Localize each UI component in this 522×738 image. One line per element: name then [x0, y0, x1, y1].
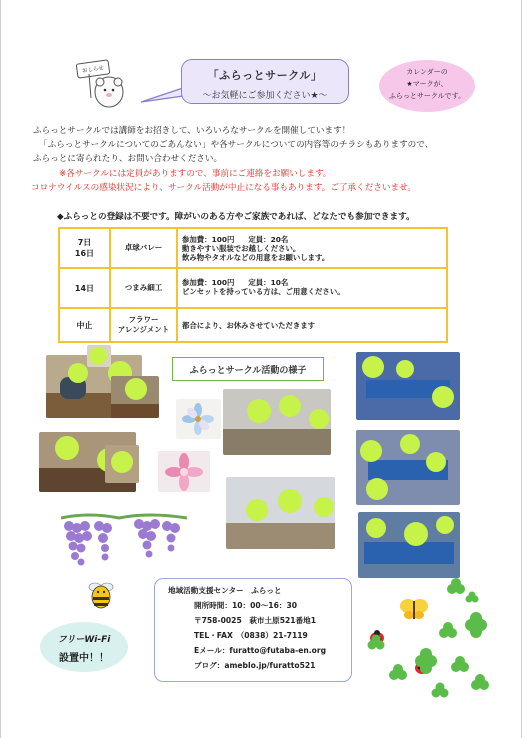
schedule-date: 7日 16日 [60, 229, 111, 267]
schedule-row [60, 269, 446, 309]
detail-line: 飲み物やタオルなどの用意をお願いします。 [182, 253, 330, 262]
schedule-date: 14日 [60, 269, 111, 307]
intro-line: 「ふらっとサークルについてのごあんない」や各サークルについての内容等のチラシもありますので、 [39, 140, 434, 151]
calendar-note-line: ★マークが、 [406, 80, 448, 88]
table-tennis-photo [358, 512, 460, 578]
intro-line: ふらっとに寄られたり、お問い合わせください。 [33, 154, 223, 165]
wifi-label: フリーWi-Fi [57, 635, 111, 645]
table-tennis-photo [356, 430, 460, 505]
contact-info-box [154, 578, 352, 682]
schedule-circle-name: 卓球バレー [111, 229, 178, 267]
page-subtitle: ～お気軽にご参加ください★～ [202, 91, 328, 101]
schedule-circle-name: つまみ細工 [111, 269, 178, 307]
activity-photo [226, 477, 335, 549]
activity-banner: ふらっとサークル活動の様子 [172, 357, 324, 381]
fee-label: 参加費：100円 [182, 235, 235, 244]
tsumami-craft-photo [176, 399, 221, 439]
schedule-row [60, 229, 446, 269]
schedule-table [58, 227, 448, 343]
opening-hours: 開所時間：10：00～16：30 [194, 601, 298, 610]
covid-notice: コロナウイルスの感染状況により、サークル活動が中止になる事もあります。ご了承くださいませ。 [31, 182, 417, 193]
bear-mascot-illustration [75, 58, 131, 110]
free-wifi-bubble [40, 622, 128, 672]
capacity-label: 定員：20名 [248, 235, 289, 244]
wifi-status: 設置中！！ [59, 653, 109, 664]
calendar-note-line: ふらっとサークルです。 [388, 92, 466, 100]
calendar-note [379, 60, 475, 112]
title-speech-tail [139, 86, 187, 106]
schedule-details [178, 269, 446, 307]
bear-sign-text: おしらせ [81, 65, 105, 75]
blog-link[interactable]: ブログ：ameblo.jp/furatto521 [194, 661, 316, 670]
page-title: 「ふらっとサークル」 [207, 69, 323, 82]
address: 〒758-0025 萩市土原521番地1 [194, 616, 317, 625]
phone-fax: TEL・FAX （0838）21-7119 [194, 631, 308, 640]
detail-line: 動きやすい服装でお越しください。 [182, 244, 301, 253]
activity-photo [111, 376, 159, 418]
tsumami-flower-photo [158, 451, 210, 492]
registration-note: ◆ふらっとの登録は不要です。障がいのある方やご家族であれば、どなたでも参加できます。 [57, 212, 415, 222]
clover-illustration [356, 575, 496, 705]
table-tennis-photo [356, 352, 460, 420]
wisteria-illustration [59, 512, 189, 574]
bee-illustration [85, 575, 117, 611]
center-name: 地域活動支援センター ふらっと [168, 586, 282, 595]
detail-line: ピンセットを持っている方は、ご用意ください。 [182, 287, 345, 296]
circle-title-box [181, 59, 349, 104]
schedule-details [178, 229, 446, 267]
activity-photo [223, 389, 331, 455]
schedule-circle-name: フラワー アレンジメント [111, 309, 178, 341]
fee-label: 参加費：100円 [182, 278, 235, 287]
capacity-label: 定員：10名 [248, 278, 289, 287]
calendar-note-line: カレンダーの [406, 68, 448, 76]
intro-text [33, 124, 503, 195]
capacity-notice: ※各サークルには定員がありますので、事前にご連絡をお願いします。 [59, 168, 332, 179]
schedule-date: 中止 [60, 309, 111, 341]
activity-photo [87, 345, 111, 367]
schedule-row [60, 309, 446, 341]
email-address[interactable]: Eメール：furatto@futaba-en.org [194, 646, 327, 655]
schedule-details: 都合により、お休みさせていただきます [182, 320, 316, 330]
activity-photo [105, 445, 139, 483]
intro-line: ふらっとサークルでは講師をお招きして、いろいろなサークルを開催しています！ [33, 126, 351, 136]
